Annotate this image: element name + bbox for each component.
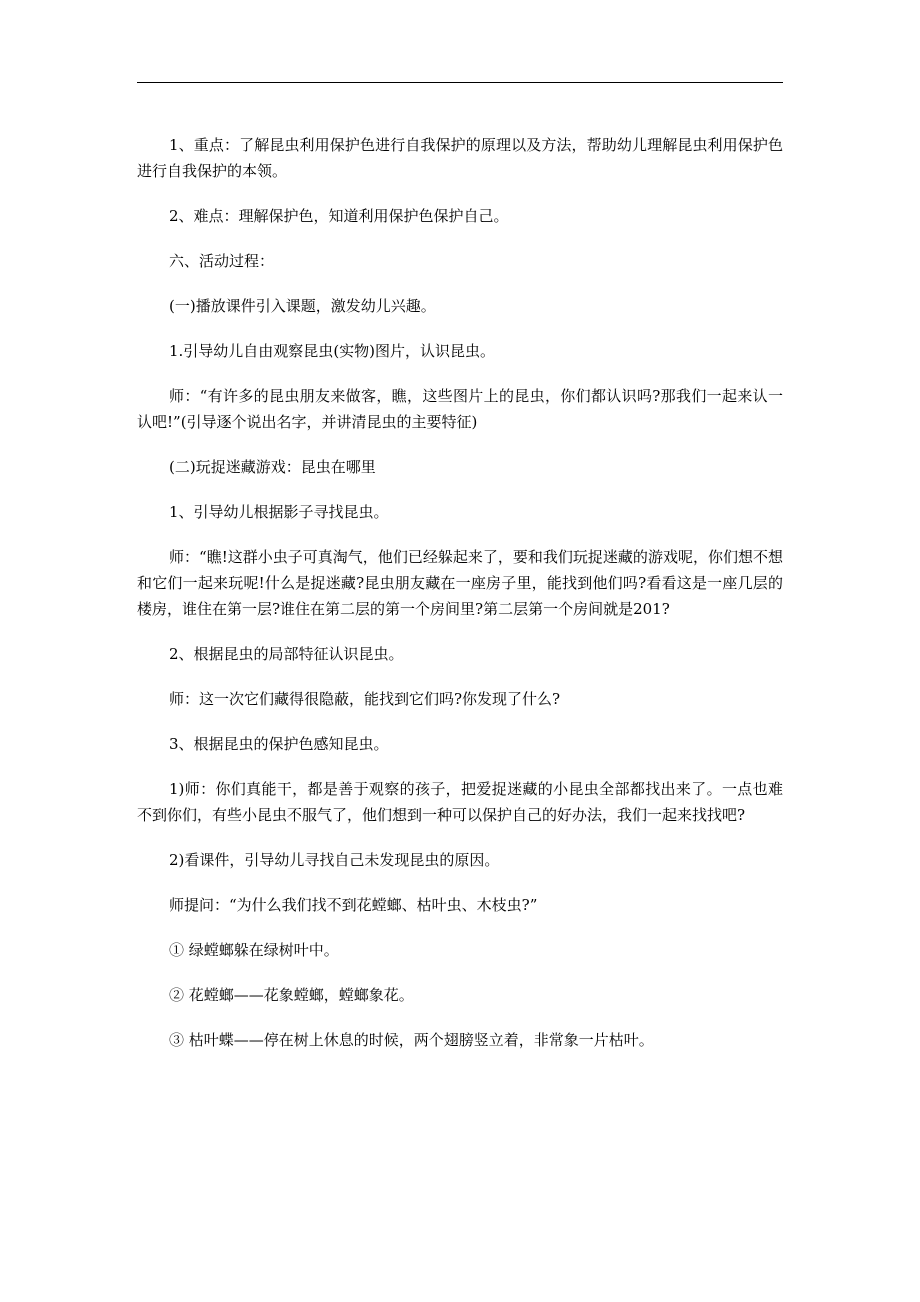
header-rule bbox=[137, 82, 783, 83]
paragraph-partial-features: 2、根据昆虫的局部特征认识昆虫。 bbox=[169, 645, 404, 663]
paragraph-shadow-search: 1、引导幼儿根据影子寻找昆虫。 bbox=[169, 503, 389, 521]
list-item-flower-mantis: ② 花螳螂——花象螳螂，螳螂象花。 bbox=[169, 986, 414, 1004]
paragraph-teacher-intro: 师：“有许多的昆虫朋友来做客，瞧，这些图片上的昆虫，你们都认识吗?那我们一起来认一认吧!”(引导逐个说出名字，并讲清昆虫的主要特征) bbox=[137, 387, 783, 431]
paragraph-teacher-praise: 1)师：你们真能干，都是善于观察的孩子，把爱捉迷藏的小昆虫全部都找出来了。一点也难不到你们，有些小昆虫不服气了，他们想到一种可以保护自己的好办法，我们一起来找找吧? bbox=[137, 780, 783, 824]
paragraph-key-point: 1、重点：了解昆虫利用保护色进行自我保护的原理以及方法，帮助幼儿理解昆虫利用保护色进行自我保护的本领。 bbox=[137, 136, 783, 180]
section-heading-activity-process: 六、活动过程： bbox=[169, 252, 275, 270]
paragraph-teacher-game: 师：“瞧!这群小虫子可真淘气，他们已经躲起来了，要和我们玩捉迷藏的游戏呢，你们想不想和它们一起来玩呢!什么是捉迷藏?昆虫朋友藏在一座房子里，能找到他们吗?看看这是一座几层的楼房，谁住在第一层?谁住在第二层的第一个房间里?第二层第一个房间就是201? bbox=[137, 548, 783, 618]
paragraph-protective-color: 3、根据昆虫的保护色感知昆虫。 bbox=[169, 735, 389, 753]
paragraph-observe-pictures: 1.引导幼儿自由观察昆虫(实物)图片，认识昆虫。 bbox=[169, 342, 496, 360]
paragraph-watch-courseware: 2)看课件，引导幼儿寻找自己未发现昆虫的原因。 bbox=[169, 851, 500, 869]
paragraph-difficulty: 2、难点：理解保护色，知道利用保护色保护自己。 bbox=[169, 207, 509, 225]
document-body bbox=[137, 132, 783, 1072]
paragraph-teacher-question: 师提问：“为什么我们找不到花螳螂、枯叶虫、木枝虫?” bbox=[169, 896, 538, 914]
list-item-green-mantis: ① 绿螳螂躲在绿树叶中。 bbox=[169, 941, 339, 959]
subheading-hide-and-seek: (二)玩捉迷藏游戏：昆虫在哪里 bbox=[169, 458, 376, 476]
list-item-leaf-butterfly: ③ 枯叶蝶——停在树上休息的时候，两个翅膀竖立着，非常象一片枯叶。 bbox=[169, 1031, 654, 1049]
subheading-courseware-intro: (一)播放课件引入课题，激发幼儿兴趣。 bbox=[169, 297, 436, 315]
paragraph-teacher-hidden: 师：这一次它们藏得很隐蔽，能找到它们吗?你发现了什么? bbox=[169, 690, 561, 708]
